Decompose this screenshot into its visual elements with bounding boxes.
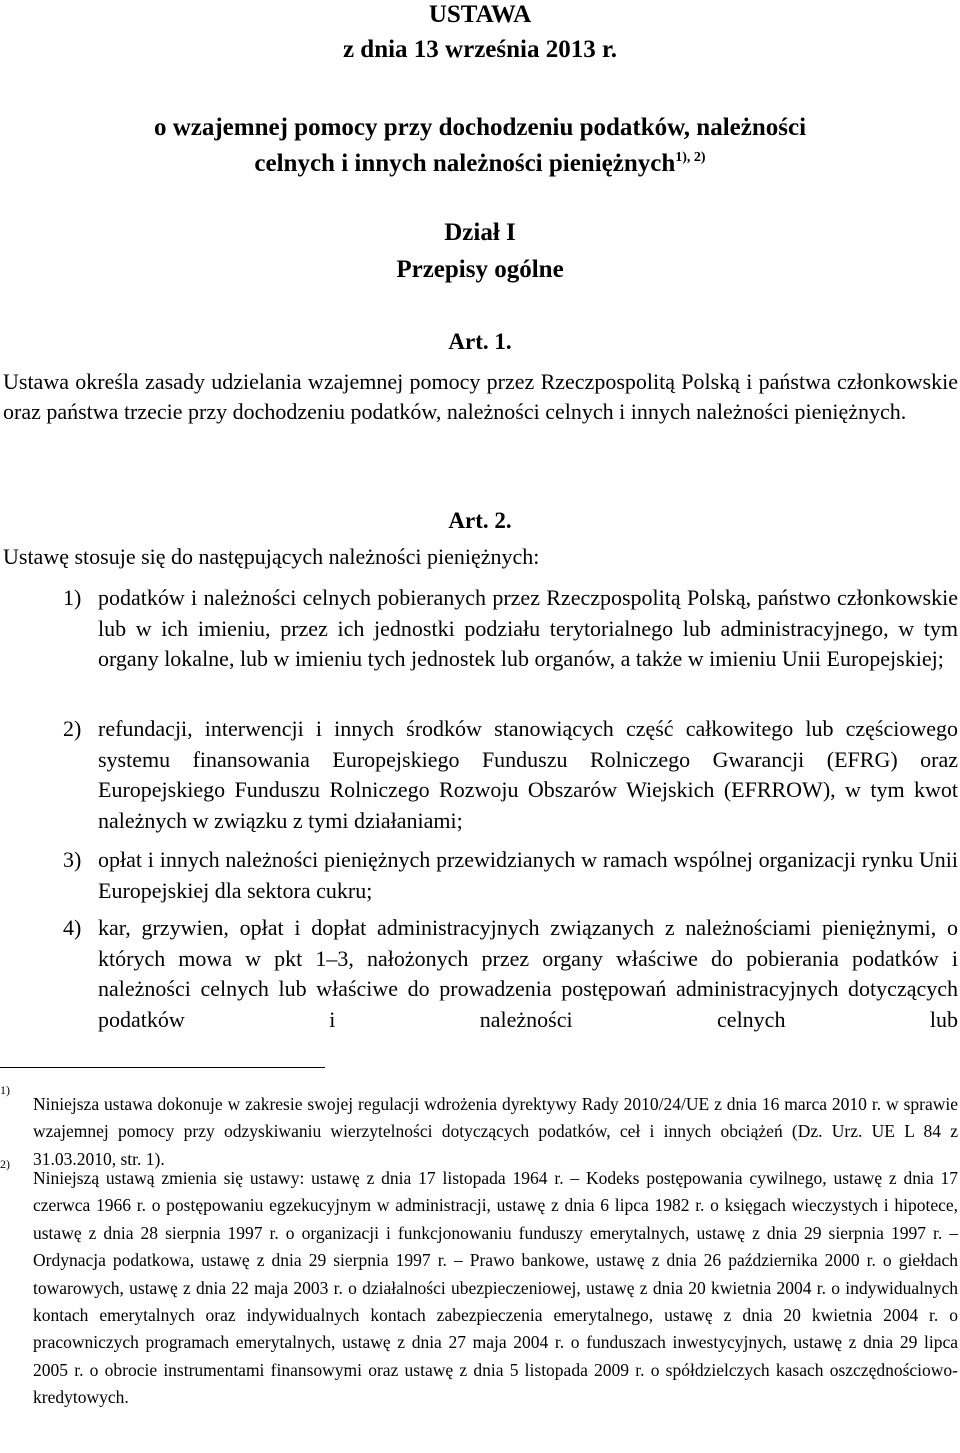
article-2-label: Art. 2. <box>448 508 512 533</box>
list-item <box>63 583 958 675</box>
act-type-heading: USTAWA <box>428 1 532 28</box>
footnote-mark: 1) <box>0 1083 10 1097</box>
article-2-intro: Ustawę stosuje się do następujących należności pieniężnych: <box>3 544 540 569</box>
list-item-number: 3) <box>63 847 82 872</box>
article-1-text: Ustawa określa zasady udzielania wzajemnej pomocy przez Rzeczpospolitą Polską i państwa członkowskie oraz państwa trzecie przy dochodzeniu podatków, należności celnych i innych należności pieniężnych. <box>3 369 958 424</box>
footnote-reference: 1), 2) <box>675 150 706 165</box>
list-item-text: kar, grzywien, opłat i dopłat administracyjnych związanych z należnościami pieniężnymi, o których mowa w pkt 1–3, nałożonych przez organy właściwe do pobierania podatków i należności celnych lub właściwe do prowadzenia postępowań administracyjnych dotyczących podatków i należności celnych lub <box>98 915 958 1032</box>
act-title-line-2 <box>0 143 960 179</box>
list-item <box>63 845 958 906</box>
list-item-number: 4) <box>63 915 82 940</box>
footnote-separator <box>0 1067 325 1068</box>
footnote-text: Niniejsza ustawa dokonuje w zakresie swojej regulacji wdrożenia dyrektywy Rady 2010/24/UE z dnia 16 marca 2010 r. w sprawie wzajemnej pomocy przy odzyskiwaniu wierzytelności dotyczących podatków, ceł i innych obciążeń (Dz. Urz. UE L 84 z 31.03.2010, str. 1). <box>33 1094 958 1169</box>
article-1-label: Art. 1. <box>448 329 512 354</box>
footnote <box>0 1157 960 1412</box>
footnote-mark: 2) <box>0 1157 10 1171</box>
footnote <box>0 1083 960 1173</box>
footnote-text: Niniejszą ustawą zmienia się ustawy: ustawę z dnia 17 listopada 1964 r. – Kodeks postępowania cywilnego, ustawę z dnia 17 czerwca 1966 r. o postępowaniu egzekucyjnym w administracji, ustawę z dnia 6 lipca 1982 r. o księgach wieczystych i hipotece, ustawę z dnia 28 sierpnia 1997 r. o organizacji i funkcjonowaniu funduszy emerytalnych, ustawę z dnia 29 sierpnia 1997 r. – Ordynacja podatkowa, ustawę z dnia 29 sierpnia 1997 r. – Prawo bankowe, ustawę z dnia 26 października 2000 r. o giełdach towarowych, ustawę z dnia 22 maja 2003 r. o działalności ubezpieczeniowej, ustawę z dnia 20 kwietnia 2004 r. o indywidualnych kontach emerytalnych oraz indywidualnych kontach zabezpieczenia emerytalnego, ustawę z dnia 20 kwietnia 2004 r. o pracowniczych programach emerytalnych, ustawę z dnia 27 maja 2004 r. o funduszach inwestycyjnych, ustawę z dnia 29 lipca 2005 r. o obrocie instrumentami finansowymi oraz ustawę z dnia 5 listopada 2009 r. o spółdzielczych kasach oszczędnościowo-kredytowych. <box>33 1168 958 1408</box>
act-title-line-2-text: celnych i innych należności pieniężnych <box>254 150 676 177</box>
division-label: Dział I <box>444 219 516 246</box>
division-heading: Przepisy ogólne <box>396 256 564 283</box>
list-item-number: 1) <box>63 585 82 610</box>
list-item-text: opłat i innych należności pieniężnych przewidzianych w ramach wspólnej organizacji rynku Unii Europejskiej dla sektora cukru; <box>98 847 958 903</box>
list-item-text: podatków i należności celnych pobieranych przez Rzeczpospolitą Polską, państwo członkowskie lub w ich imieniu, przez ich jednostki podziału terytorialnego lub administracyjnego, w tym organy lokalne, lub w imieniu tych jednostek lub organów, a także w imieniu Unii Europejskiej; <box>98 585 958 671</box>
act-title-line-1: o wzajemnej pomocy przy dochodzeniu podatków, należności <box>153 114 807 141</box>
act-date: z dnia 13 września 2013 r. <box>342 36 618 63</box>
list-item <box>63 913 958 1035</box>
list-item-text: refundacji, interwencji i innych środków stanowiących część całkowitego lub częściowego systemu finansowania Europejskiego Funduszu Rolniczego Gwarancji (EFRG) oraz Europejskiego Funduszu Rolniczego Rozwoju Obszarów Wiejskich (EFRROW), w tym kwot należnych w związku z tymi działaniami; <box>98 716 958 833</box>
list-item <box>63 714 958 836</box>
list-item-number: 2) <box>63 716 82 741</box>
